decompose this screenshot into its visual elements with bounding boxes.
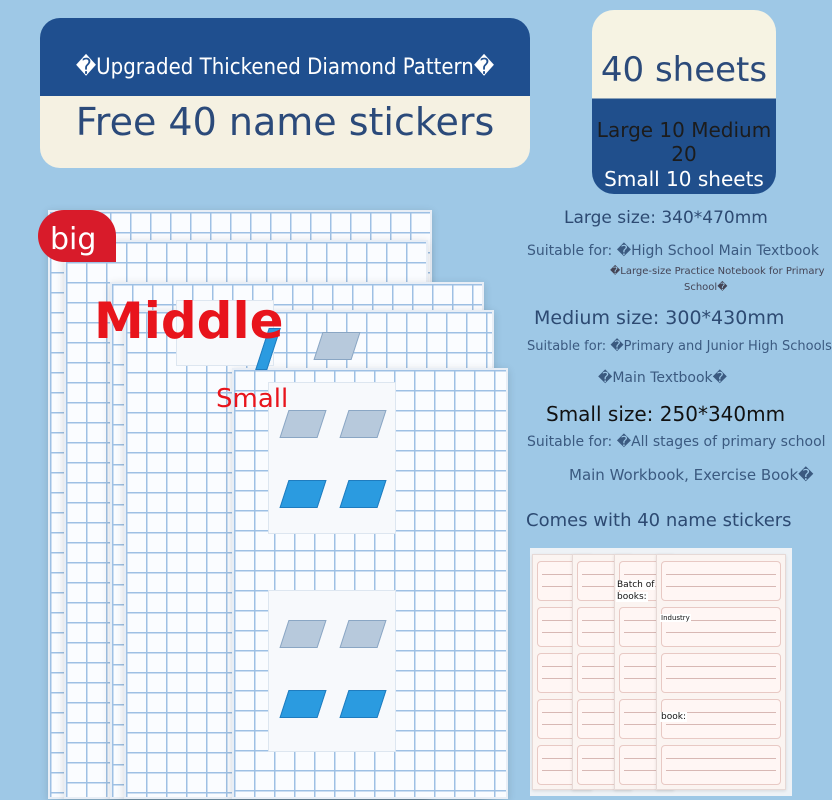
small-size-suitable: Suitable for: �All stages of primary school bbox=[527, 434, 826, 450]
sheet-total: 40 sheets bbox=[600, 50, 768, 90]
large-size-note-2: School� bbox=[684, 282, 728, 293]
sheet-split: Large 10 Medium 20 bbox=[596, 118, 772, 166]
sheet-count-box bbox=[592, 10, 776, 194]
middle-size-label: Middle bbox=[94, 292, 284, 350]
sticker-card bbox=[656, 554, 786, 790]
instruction-panel bbox=[268, 590, 396, 752]
banner-subheadline: Free 40 name stickers bbox=[75, 100, 495, 144]
sticker-tag-industry: Industry bbox=[661, 614, 690, 622]
large-size-spec: Large size: 340*470mm bbox=[564, 208, 768, 228]
medium-size-suitable: Suitable for: �Primary and Junior High Schools bbox=[527, 339, 832, 354]
large-size-suitable: Suitable for: �High School Main Textbook bbox=[527, 243, 819, 259]
sticker-tag-batch: Batch of bbox=[617, 580, 655, 590]
sheet-small-count: Small 10 sheets bbox=[604, 167, 764, 191]
banner-headline: �Upgraded Thickened Diamond Pattern� bbox=[75, 55, 495, 80]
medium-size-note: �Main Textbook� bbox=[598, 370, 728, 386]
promo-banner bbox=[40, 18, 530, 168]
sticker-tag-books: books: bbox=[617, 592, 647, 602]
stickers-caption: Comes with 40 name stickers bbox=[526, 510, 792, 531]
large-size-note: �Large-size Practice Notebook for Primary bbox=[610, 266, 825, 277]
small-size-label: Small bbox=[216, 384, 289, 414]
name-label bbox=[661, 607, 781, 647]
name-sticker-sheets bbox=[530, 548, 792, 796]
sticker-tag-book: book: bbox=[661, 712, 686, 722]
medium-size-spec: Medium size: 300*430mm bbox=[534, 307, 785, 329]
small-size-spec: Small size: 250*340mm bbox=[546, 402, 786, 426]
name-label bbox=[661, 653, 781, 693]
big-size-label: big bbox=[50, 222, 97, 257]
name-label bbox=[661, 745, 781, 785]
small-size-note: Main Workbook, Exercise Book� bbox=[569, 466, 814, 484]
name-label bbox=[661, 561, 781, 601]
